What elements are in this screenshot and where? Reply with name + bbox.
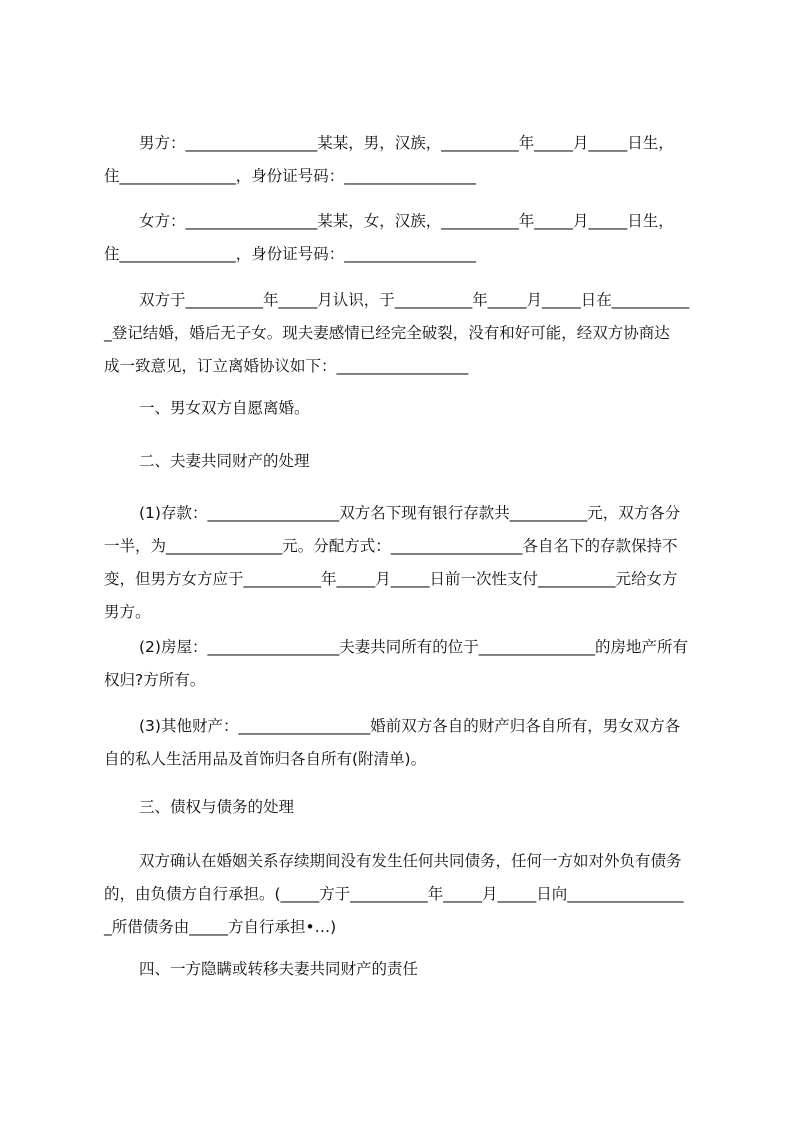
paragraph-deposits <box>104 497 704 629</box>
section-heading-2 <box>104 445 704 478</box>
text-line: (2)房屋：_________________夫妻共同所有的位于_______________的房地产所有 <box>139 638 688 656</box>
paragraph-male-party <box>104 127 704 193</box>
text-line: 男方：_________________某某，男，汉族，__________年_____月_____日生， <box>139 134 674 152</box>
text-line: _所借债务由_____方自行承担•…) <box>104 918 337 936</box>
text-line: 一、男女双方自愿离婚。 <box>139 399 310 417</box>
text-line: 的，由负债方自行承担。(_____方于__________年_____月_____日向_______________ <box>104 885 684 903</box>
section-heading-4 <box>104 953 704 986</box>
text-line: 女方：_________________某某，女，汉族，__________年_____月_____日生， <box>139 212 674 230</box>
text-line: 住_______________，身份证号码：_________________ <box>104 167 477 185</box>
text-line: 双方于__________年_____月认识，于__________年_____月_____日在__________ <box>139 291 690 309</box>
text-line: 三、债权与债务的处理 <box>139 798 295 816</box>
text-line: 权归?方所有。 <box>104 671 206 689</box>
text-line: _登记结婚，婚后无子女。现夫妻感情已经完全破裂，没有和好可能，经双方协商达 <box>104 324 670 342</box>
paragraph-female-party <box>104 205 704 271</box>
text-line: 双方确认在婚姻关系存续期间没有发生任何共同债务，任何一方如对外负有债务 <box>139 852 682 870</box>
text-line: 二、夫妻共同财产的处理 <box>139 452 310 470</box>
text-line: 男方。 <box>104 603 151 621</box>
text-line: 变，但男方女方应于__________年_____月_____日前一次性支付__________元给女方 <box>104 570 678 588</box>
text-line: 一半，为_______________元。分配方式：_________________各自名下的存款保持不 <box>104 537 678 555</box>
text-line: 四、一方隐瞒或转移夫妻共同财产的责任 <box>139 960 419 978</box>
text-line: 成一致意见，订立离婚协议如下：_________________ <box>104 357 469 375</box>
paragraph-housing <box>104 631 704 697</box>
paragraph-other-property <box>104 710 704 776</box>
section-heading-1 <box>104 392 704 425</box>
paragraph-debts <box>104 845 704 944</box>
text-line: (3)其他财产：_________________婚前双方各自的财产归各自所有，男女双方各 <box>139 717 681 735</box>
section-heading-3 <box>104 791 704 824</box>
text-line: (1)存款：_________________双方名下现有银行存款共__________元，双方各分 <box>139 504 681 522</box>
text-line: 自的私人生活用品及首饰归各自所有(附清单)。 <box>104 750 427 768</box>
paragraph-marriage-background <box>104 284 704 383</box>
text-line: 住_______________，身份证号码：_________________ <box>104 245 477 263</box>
